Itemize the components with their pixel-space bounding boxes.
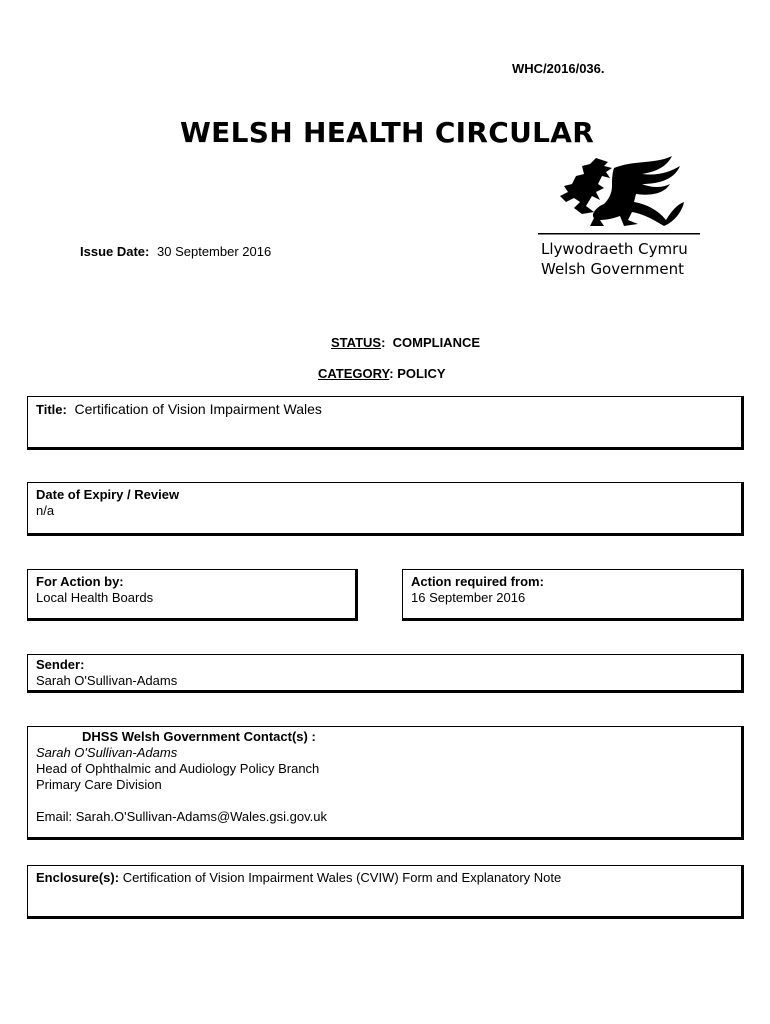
- expiry-label: Date of Expiry / Review: [36, 487, 180, 502]
- contact-email: Email: Sarah.O'Sullivan-Adams@Wales.gsi.gov.uk: [36, 809, 327, 824]
- issue-date-value: 30 September 2016: [157, 244, 272, 259]
- issue-date-label: Issue Date:: [80, 244, 150, 259]
- issue-date: [80, 244, 271, 259]
- status-value: : COMPLIANCE: [381, 335, 481, 350]
- sender-value: Sarah O'Sullivan-Adams: [36, 673, 178, 688]
- contact-heading: DHSS Welsh Government Contact(s) :: [82, 729, 316, 744]
- sender-box: [27, 654, 744, 693]
- title-value: Certification of Vision Impairment Wales: [74, 401, 322, 417]
- enclosure-value: Certification of Vision Impairment Wales (CVIW) Form and Explanatory Note: [122, 870, 562, 885]
- welsh-dragon-icon: [538, 154, 700, 236]
- title-box: [27, 396, 744, 450]
- contact-role: Head of Ophthalmic and Audiology Policy Branch: [36, 761, 320, 776]
- title-label: Title:: [36, 402, 67, 417]
- contact-name: Sarah O'Sullivan-Adams: [36, 745, 178, 760]
- welsh-government-logo: [538, 154, 700, 279]
- for-action-value: Local Health Boards: [36, 590, 154, 605]
- logo-name-welsh: Llywodraeth Cymru: [541, 240, 688, 258]
- contact-division: Primary Care Division: [36, 777, 162, 792]
- category-line: [318, 366, 446, 381]
- action-required-label: Action required from:: [411, 574, 544, 589]
- enclosure-box: [27, 865, 744, 919]
- expiry-box: [27, 482, 744, 536]
- action-required-box: [402, 569, 744, 621]
- for-action-box: [27, 569, 358, 621]
- sender-label: Sender:: [36, 657, 85, 672]
- action-required-value: 16 September 2016: [411, 590, 526, 605]
- for-action-label: For Action by:: [36, 574, 124, 589]
- document-title: WELSH HEALTH CIRCULAR: [180, 116, 595, 149]
- expiry-value: n/a: [36, 503, 55, 518]
- contact-box: [27, 726, 744, 840]
- status-line: [331, 335, 480, 350]
- enclosure-label: Enclosure(s):: [36, 870, 120, 885]
- category-value: : POLICY: [389, 366, 446, 381]
- status-label: STATUS: [331, 335, 382, 350]
- logo-name-english: Welsh Government: [541, 260, 684, 278]
- category-label: CATEGORY: [318, 366, 390, 381]
- circular-reference: WHC/2016/036.: [512, 61, 605, 76]
